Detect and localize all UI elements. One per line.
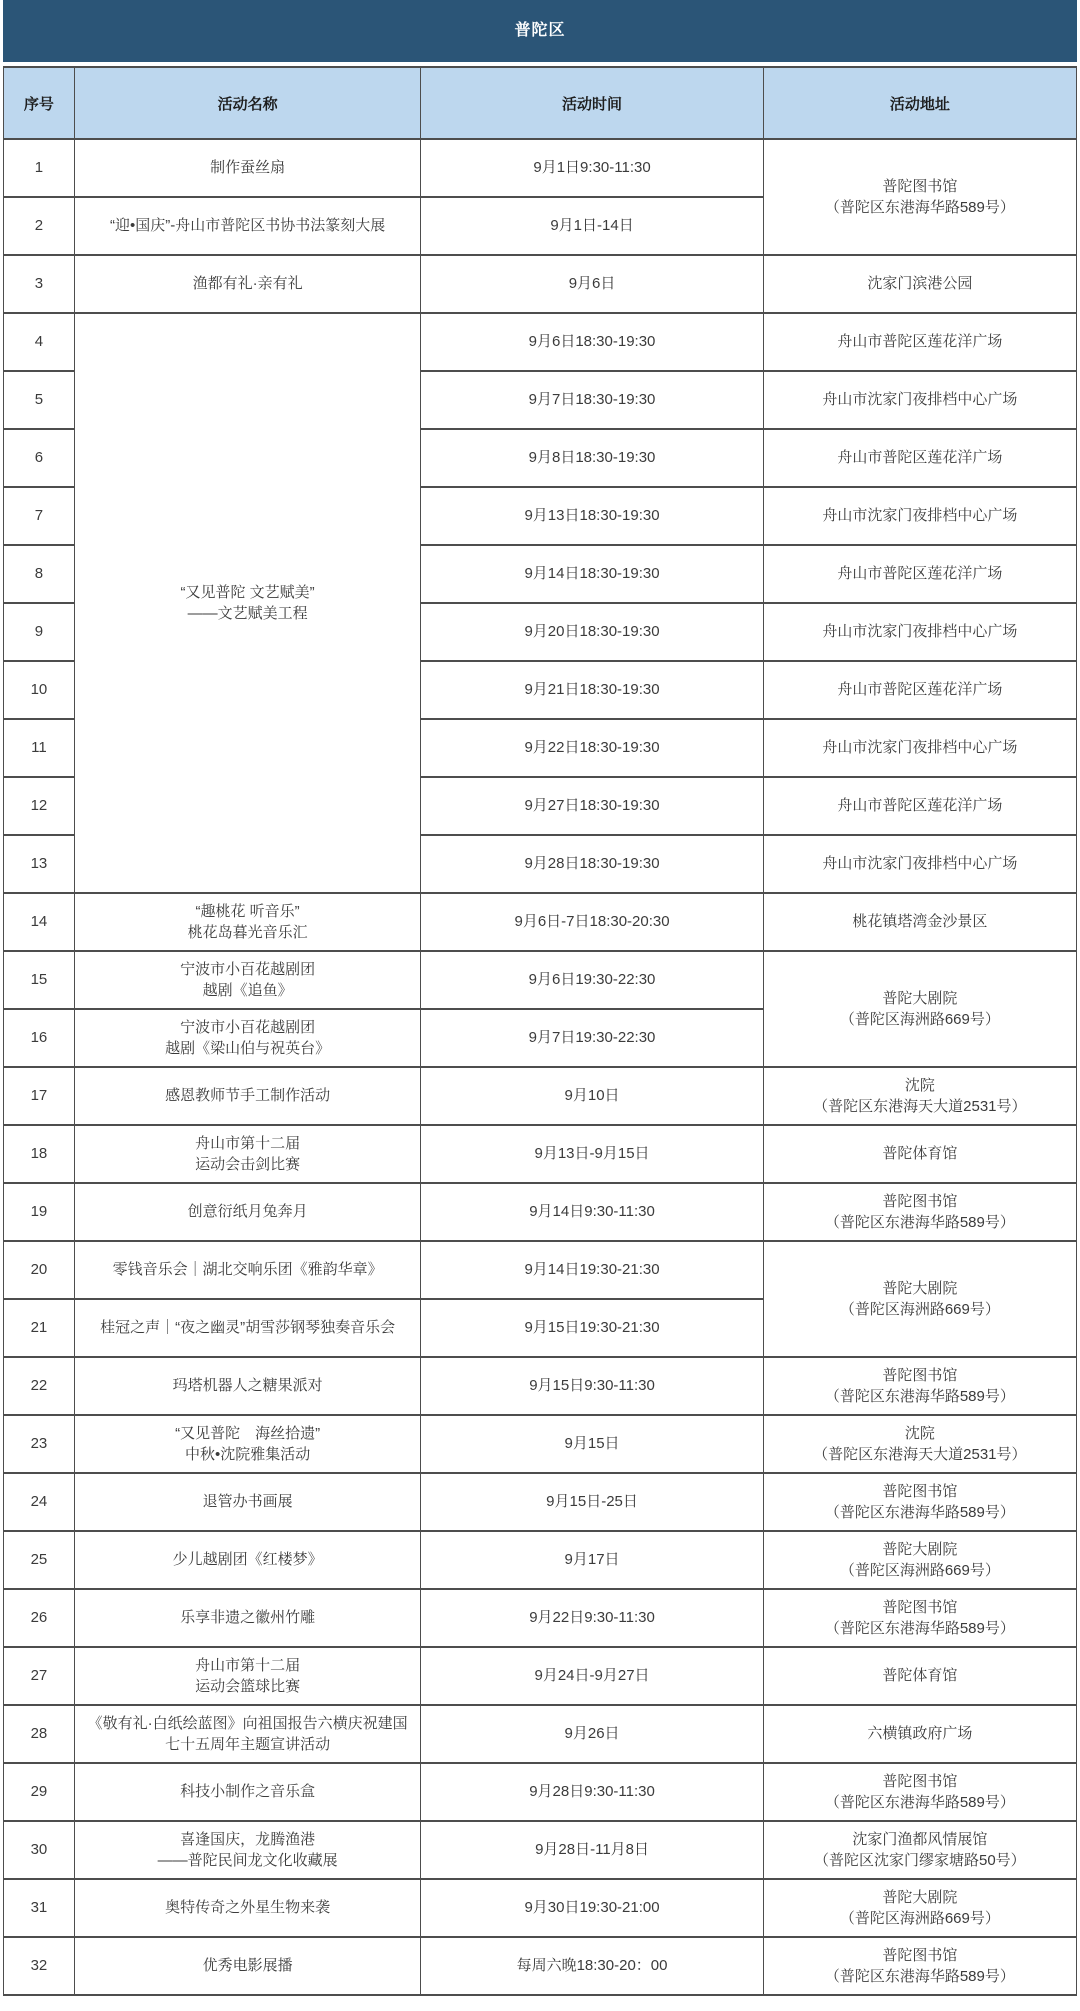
activity-address-cell-line: 普陀大剧院 (882, 989, 958, 1007)
activity-time-cell (421, 1009, 763, 1067)
activity-name-cell-line: 越剧《梁山伯与祝英台》 (165, 1040, 331, 1057)
row-number-cell-line: 1 (34, 159, 44, 177)
activity-time-cell-line: 9月17日 (564, 1551, 620, 1569)
activity-address-cell-line: （普陀区沈家门缪家塘路50号） (813, 1852, 1026, 1869)
activity-time-cell-line: 9月22日18:30-19:30 (524, 739, 660, 757)
row-number-cell (4, 1937, 75, 1995)
activity-address-cell (763, 1589, 1076, 1647)
activity-address-cell-line: 普陀图书馆 (882, 1482, 958, 1500)
row-number-cell (4, 429, 75, 487)
row-number-cell (4, 1821, 75, 1879)
table-row (4, 1879, 1077, 1937)
activity-address-cell-line: 普陀体育馆 (882, 1145, 958, 1163)
row-number-cell (4, 1531, 75, 1589)
activity-time-cell (421, 661, 763, 719)
row-number-cell (4, 1067, 75, 1125)
activity-time-cell (421, 1183, 763, 1241)
activity-name-cell-line: 舟山市第十二届 (195, 1134, 301, 1152)
activity-time-cell-line: 9月7日19:30-22:30 (528, 1029, 656, 1047)
activity-time-cell (421, 1241, 763, 1299)
activity-address-cell (763, 1125, 1076, 1183)
activity-name-cell-line: 科技小制作之音乐盒 (180, 1783, 316, 1801)
activity-address-cell-line: （普陀区东港海华路589号） (824, 1794, 1015, 1811)
activity-time-cell-line: 9月6日18:30-19:30 (528, 333, 656, 351)
activity-time-cell-line: 9月27日18:30-19:30 (524, 797, 660, 815)
row-number-cell-line: 23 (30, 1435, 48, 1453)
activity-name-cell (74, 951, 421, 1009)
activity-address-cell (763, 603, 1076, 661)
activity-time-cell (421, 139, 763, 197)
activity-time-cell (421, 1589, 763, 1647)
activity-time-cell-line: 9月20日18:30-19:30 (524, 623, 660, 641)
table-row (4, 1705, 1077, 1763)
row-number-cell (4, 197, 75, 255)
activity-address-cell (763, 1183, 1076, 1241)
activity-name-cell-line: 《敬有礼·白纸绘蓝图》向祖国报告六横庆祝建国七十五周年主题宣讲活动 (87, 1714, 408, 1753)
table-row (4, 1125, 1077, 1183)
activity-address-cell-line: 普陀大剧院 (882, 1888, 958, 1906)
activity-time-cell-line: 9月8日18:30-19:30 (528, 449, 656, 467)
activity-name-cell-line: 创意衍纸月兔奔月 (187, 1203, 308, 1221)
row-number-cell-line: 11 (31, 739, 47, 757)
activity-time-cell (421, 1821, 763, 1879)
activity-time-cell (421, 1647, 763, 1705)
activity-address-cell (763, 1067, 1076, 1125)
row-number-cell-line: 31 (30, 1899, 48, 1917)
activity-address-cell-line: （普陀区海洲路669号） (839, 1011, 1000, 1028)
table-row (4, 1415, 1077, 1473)
activity-time-cell-line: 9月6日 (568, 275, 616, 293)
column-header-activity-name: 活动名称 (74, 67, 421, 139)
activity-address-cell-line: 普陀体育馆 (882, 1667, 958, 1685)
activity-name-cell-line: 中秋•沈院雅集活动 (184, 1446, 311, 1463)
activity-time-cell-line: 9月28日-11月8日 (535, 1841, 649, 1859)
activity-address-cell-line: 普陀图书馆 (882, 1598, 958, 1616)
row-number-cell-line: 6 (34, 449, 44, 467)
table-row (4, 1183, 1077, 1241)
table-row (4, 1473, 1077, 1531)
row-number-cell (4, 545, 75, 603)
activity-name-cell (74, 1589, 421, 1647)
activity-time-cell-line: 9月6日-7日18:30-20:30 (514, 913, 670, 931)
activity-address-cell-line: 舟山市普陀区莲花洋广场 (837, 449, 1003, 467)
activity-time-cell (421, 255, 763, 313)
activity-address-cell-line: 舟山市普陀区莲花洋广场 (837, 797, 1003, 815)
activity-name-cell-line: 奥特传奇之外星生物来袭 (165, 1899, 331, 1917)
row-number-cell-line: 26 (30, 1609, 48, 1627)
row-number-cell (4, 893, 75, 951)
activity-time-cell (421, 603, 763, 661)
activity-name-cell (74, 255, 421, 313)
table-row (4, 139, 1077, 197)
activity-time-cell (421, 719, 763, 777)
table-row (4, 1067, 1077, 1125)
activity-time-cell (421, 777, 763, 835)
row-number-cell-line: 21 (30, 1319, 48, 1337)
activity-name-cell-line: 舟山市第十二届 (195, 1656, 301, 1674)
activity-name-cell (74, 1705, 421, 1763)
activity-address-cell-line: 沈院 (904, 1076, 935, 1094)
activity-address-cell (763, 1763, 1076, 1821)
activity-address-cell-line: 舟山市沈家门夜排档中心广场 (822, 623, 1018, 641)
activity-address-cell-line: 桃花镇塔湾金沙景区 (852, 913, 988, 931)
activity-name-cell-line: ——普陀民间龙文化收藏展 (157, 1852, 338, 1869)
activity-address-cell-line: （普陀区东港海华路589号） (824, 1968, 1015, 1985)
activity-address-cell (763, 313, 1076, 371)
activity-address-cell (763, 777, 1076, 835)
activity-address-cell (763, 1473, 1076, 1531)
table-row (4, 951, 1077, 1009)
row-number-cell (4, 487, 75, 545)
activity-time-cell (421, 429, 763, 487)
row-number-cell (4, 1357, 75, 1415)
activity-name-cell-line: “又见普陀 文艺赋美” (180, 583, 315, 601)
activity-name-cell-line: 感恩教师节手工制作活动 (165, 1087, 331, 1105)
activity-time-cell-line: 9月13日18:30-19:30 (524, 507, 660, 525)
activity-name-cell-line: 少儿越剧团《红楼梦》 (172, 1551, 323, 1569)
table-row (4, 1647, 1077, 1705)
activity-name-cell-line: 优秀电影展播 (202, 1957, 293, 1975)
activity-address-cell (763, 1357, 1076, 1415)
activity-time-cell (421, 835, 763, 893)
row-number-cell-line: 5 (34, 391, 44, 409)
activity-address-cell (763, 255, 1076, 313)
activity-name-cell (74, 197, 421, 255)
row-number-cell (4, 1125, 75, 1183)
activity-time-cell-line: 9月26日 (564, 1725, 620, 1743)
row-number-cell (4, 661, 75, 719)
activity-address-cell-line: 普陀大剧院 (882, 1540, 958, 1558)
activity-time-cell (421, 371, 763, 429)
activity-name-cell (74, 313, 421, 893)
activity-name-cell (74, 1937, 421, 1995)
activity-time-cell-line: 9月6日19:30-22:30 (528, 971, 656, 989)
activity-name-cell (74, 1067, 421, 1125)
activity-address-cell (763, 893, 1076, 951)
activity-address-cell (763, 139, 1076, 255)
activity-address-cell (763, 1241, 1076, 1357)
activity-time-cell-line: 9月15日-25日 (546, 1493, 638, 1511)
activity-time-cell-line: 每周六晚18:30-20：00 (516, 1957, 668, 1975)
row-number-cell (4, 1183, 75, 1241)
row-number-cell-line: 4 (34, 333, 44, 351)
activity-address-cell (763, 1531, 1076, 1589)
activity-name-cell (74, 1821, 421, 1879)
activity-address-cell-line: 舟山市普陀区莲花洋广场 (837, 333, 1003, 351)
row-number-cell (4, 835, 75, 893)
row-number-cell (4, 1879, 75, 1937)
activity-time-cell (421, 1763, 763, 1821)
activity-time-cell (421, 197, 763, 255)
row-number-cell (4, 951, 75, 1009)
activity-time-cell-line: 9月15日19:30-21:30 (524, 1319, 660, 1337)
row-number-cell (4, 1705, 75, 1763)
activity-address-cell (763, 1879, 1076, 1937)
region-title-banner: 普陀区 (3, 0, 1077, 62)
activity-name-cell (74, 1009, 421, 1067)
activity-address-cell-line: 普陀图书馆 (882, 1366, 958, 1384)
activity-time-cell (421, 1473, 763, 1531)
row-number-cell-line: 30 (30, 1841, 48, 1859)
row-number-cell-line: 17 (30, 1087, 48, 1105)
row-number-cell (4, 777, 75, 835)
activity-name-cell-line: 喜逢国庆，龙腾渔港 (180, 1830, 316, 1848)
activity-name-cell (74, 1879, 421, 1937)
row-number-cell-line: 7 (34, 507, 44, 525)
activity-time-cell (421, 1415, 763, 1473)
activity-time-cell (421, 545, 763, 603)
activity-address-cell-line: 舟山市普陀区莲花洋广场 (837, 565, 1003, 583)
activity-name-cell-line: 运动会篮球比赛 (195, 1678, 301, 1695)
activity-name-cell-line: 桂冠之声｜“夜之幽灵”胡雪莎钢琴独奏音乐会 (100, 1319, 396, 1337)
activity-address-cell-line: （普陀区东港海华路589号） (824, 1388, 1015, 1405)
row-number-cell (4, 719, 75, 777)
row-number-cell-line: 24 (30, 1493, 48, 1511)
activity-time-cell-line: 9月14日18:30-19:30 (524, 565, 660, 583)
row-number-cell-line: 10 (30, 681, 48, 699)
activity-name-cell (74, 1473, 421, 1531)
table-row (4, 1357, 1077, 1415)
activity-time-cell-line: 9月15日 (564, 1435, 620, 1453)
row-number-cell (4, 1009, 75, 1067)
row-number-cell-line: 16 (30, 1029, 48, 1047)
activity-address-cell-line: （普陀区东港海天大道2531号） (813, 1098, 1027, 1115)
row-number-cell-line: 3 (34, 275, 44, 293)
row-number-cell-line: 20 (30, 1261, 48, 1279)
activity-address-cell-line: 舟山市沈家门夜排档中心广场 (822, 507, 1018, 525)
row-number-cell-line: 29 (30, 1783, 48, 1801)
row-number-cell-line: 18 (30, 1145, 48, 1163)
activity-name-cell (74, 1415, 421, 1473)
row-number-cell-line: 28 (30, 1725, 48, 1743)
activity-name-cell-line: 宁波市小百花越剧团 (180, 960, 316, 978)
activity-name-cell-line: “迎•国庆”-舟山市普陀区书协书法篆刻大展 (109, 217, 386, 235)
activity-time-cell-line: 9月21日18:30-19:30 (524, 681, 660, 699)
table-row (4, 1821, 1077, 1879)
activity-address-cell (763, 545, 1076, 603)
row-number-cell (4, 139, 75, 197)
row-number-cell (4, 1647, 75, 1705)
activity-time-cell-line: 9月7日18:30-19:30 (528, 391, 656, 409)
activity-address-cell-line: 普陀图书馆 (882, 177, 958, 195)
row-number-cell-line: 14 (30, 913, 48, 931)
table-row (4, 1589, 1077, 1647)
activity-name-cell (74, 893, 421, 951)
activity-name-cell (74, 1357, 421, 1415)
activity-name-cell-line: ——文艺赋美工程 (187, 605, 308, 622)
activity-name-cell-line: 制作蚕丝扇 (210, 159, 286, 177)
activity-name-cell (74, 1125, 421, 1183)
activity-time-cell (421, 1705, 763, 1763)
activity-time-cell (421, 1531, 763, 1589)
activity-time-cell-line: 9月1日-14日 (550, 217, 634, 235)
activity-address-cell-line: （普陀区东港海华路589号） (824, 1504, 1015, 1521)
activity-address-cell-line: 沈家门滨港公园 (867, 275, 973, 293)
activity-name-cell (74, 139, 421, 197)
column-header-number: 序号 (4, 67, 75, 139)
activity-name-cell-line: 乐享非遗之徽州竹雕 (180, 1609, 316, 1627)
activity-time-cell-line: 9月24日-9月27日 (534, 1667, 650, 1685)
activity-address-cell (763, 1415, 1076, 1473)
table-row (4, 893, 1077, 951)
activity-name-cell-line: “又见普陀 海丝拾遗” (175, 1424, 321, 1442)
activity-time-cell-line: 9月10日 (564, 1087, 620, 1105)
activity-address-cell (763, 1821, 1076, 1879)
activity-address-cell-line: （普陀区东港海天大道2531号） (813, 1446, 1027, 1463)
row-number-cell (4, 371, 75, 429)
activity-address-cell-line: 普陀大剧院 (882, 1279, 958, 1297)
activity-time-cell-line: 9月14日19:30-21:30 (524, 1261, 660, 1279)
activity-address-cell-line: （普陀区海洲路669号） (839, 1562, 1000, 1579)
activity-time-cell (421, 1067, 763, 1125)
activity-name-cell-line: 玛塔机器人之糖果派对 (172, 1377, 323, 1395)
activity-name-cell (74, 1647, 421, 1705)
row-number-cell (4, 1473, 75, 1531)
activity-time-cell (421, 1357, 763, 1415)
activity-name-cell-line: 退管办书画展 (202, 1493, 293, 1511)
activity-address-cell-line: （普陀区东港海华路589号） (824, 199, 1015, 216)
activity-address-cell-line: 舟山市普陀区莲花洋广场 (837, 681, 1003, 699)
row-number-cell (4, 255, 75, 313)
activity-time-cell (421, 1125, 763, 1183)
activity-address-cell (763, 371, 1076, 429)
activity-time-cell (421, 313, 763, 371)
activity-address-cell (763, 951, 1076, 1067)
activity-time-cell (421, 951, 763, 1009)
activity-address-cell-line: 六横镇政府广场 (867, 1725, 973, 1743)
activity-name-cell (74, 1763, 421, 1821)
activity-address-cell (763, 429, 1076, 487)
activity-name-cell-line: 桃花岛暮光音乐汇 (187, 924, 308, 941)
activity-address-cell-line: 普陀图书馆 (882, 1772, 958, 1790)
activity-name-cell-line: “趣桃花 听音乐” (195, 902, 300, 920)
row-number-cell-line: 13 (30, 855, 48, 873)
table-row (4, 1763, 1077, 1821)
activity-time-cell-line: 9月28日9:30-11:30 (529, 1783, 655, 1801)
activity-time-cell-line: 9月15日9:30-11:30 (529, 1377, 655, 1395)
activity-address-cell-line: 舟山市沈家门夜排档中心广场 (822, 739, 1018, 757)
table-row (4, 1241, 1077, 1299)
activity-name-cell-line: 运动会击剑比赛 (195, 1156, 301, 1173)
activity-time-cell (421, 487, 763, 545)
row-number-cell-line: 2 (34, 217, 44, 235)
activity-address-cell-line: 普陀图书馆 (882, 1192, 958, 1210)
activity-address-cell-line: 普陀图书馆 (882, 1946, 958, 1964)
row-number-cell-line: 25 (30, 1551, 48, 1569)
row-number-cell-line: 8 (34, 565, 44, 583)
activity-address-cell-line: 沈家门渔都风情展馆 (852, 1830, 988, 1848)
table-header-row (4, 67, 1077, 139)
activity-schedule-table (3, 66, 1077, 1996)
activity-time-cell (421, 1879, 763, 1937)
row-number-cell (4, 313, 75, 371)
activity-time-cell (421, 893, 763, 951)
column-header-activity-address: 活动地址 (763, 67, 1076, 139)
row-number-cell-line: 32 (30, 1957, 48, 1975)
activity-name-cell-line: 零钱音乐会｜湖北交响乐团《雅韵华章》 (112, 1261, 383, 1279)
table-row (4, 1531, 1077, 1589)
row-number-cell-line: 27 (30, 1667, 48, 1685)
activity-address-cell (763, 719, 1076, 777)
activity-time-cell-line: 9月1日9:30-11:30 (533, 159, 651, 177)
activity-time-cell-line: 9月13日-9月15日 (534, 1145, 650, 1163)
row-number-cell-line: 19 (30, 1203, 48, 1221)
activity-address-cell-line: 舟山市沈家门夜排档中心广场 (822, 391, 1018, 409)
table-body (4, 139, 1077, 1995)
activity-address-cell (763, 1937, 1076, 1995)
activity-address-cell (763, 487, 1076, 545)
row-number-cell (4, 1299, 75, 1357)
row-number-cell (4, 1241, 75, 1299)
row-number-cell-line: 9 (34, 623, 44, 641)
activity-address-cell-line: （普陀区东港海华路589号） (824, 1214, 1015, 1231)
activity-address-cell (763, 661, 1076, 719)
activity-time-cell-line: 9月14日9:30-11:30 (529, 1203, 655, 1221)
activity-time-cell (421, 1299, 763, 1357)
column-header-activity-time: 活动时间 (421, 67, 763, 139)
table-row (4, 1937, 1077, 1995)
activity-name-cell-line: 越剧《追鱼》 (202, 982, 293, 999)
activity-name-cell-line: 宁波市小百花越剧团 (180, 1018, 316, 1036)
activity-address-cell (763, 835, 1076, 893)
activity-address-cell (763, 1647, 1076, 1705)
table-row (4, 255, 1077, 313)
activity-name-cell (74, 1299, 421, 1357)
row-number-cell (4, 603, 75, 661)
activity-time-cell-line: 9月22日9:30-11:30 (529, 1609, 655, 1627)
row-number-cell-line: 22 (30, 1377, 48, 1395)
table-row (4, 313, 1077, 371)
activity-address-cell-line: 沈院 (904, 1424, 935, 1442)
activity-address-cell-line: （普陀区东港海华路589号） (824, 1620, 1015, 1637)
activity-address-cell-line: （普陀区海洲路669号） (839, 1301, 1000, 1318)
activity-time-cell-line: 9月30日19:30-21:00 (524, 1899, 660, 1917)
activity-name-cell (74, 1183, 421, 1241)
activity-address-cell (763, 1705, 1076, 1763)
activity-time-cell (421, 1937, 763, 1995)
activity-time-cell-line: 9月28日18:30-19:30 (524, 855, 660, 873)
activity-name-cell (74, 1241, 421, 1299)
row-number-cell (4, 1589, 75, 1647)
row-number-cell (4, 1763, 75, 1821)
row-number-cell-line: 15 (30, 971, 48, 989)
activity-name-cell-line: 渔都有礼·亲有礼 (192, 275, 303, 293)
activity-address-cell-line: （普陀区海洲路669号） (839, 1910, 1000, 1927)
row-number-cell-line: 12 (30, 797, 48, 815)
row-number-cell (4, 1415, 75, 1473)
activity-name-cell (74, 1531, 421, 1589)
activity-address-cell-line: 舟山市沈家门夜排档中心广场 (822, 855, 1018, 873)
